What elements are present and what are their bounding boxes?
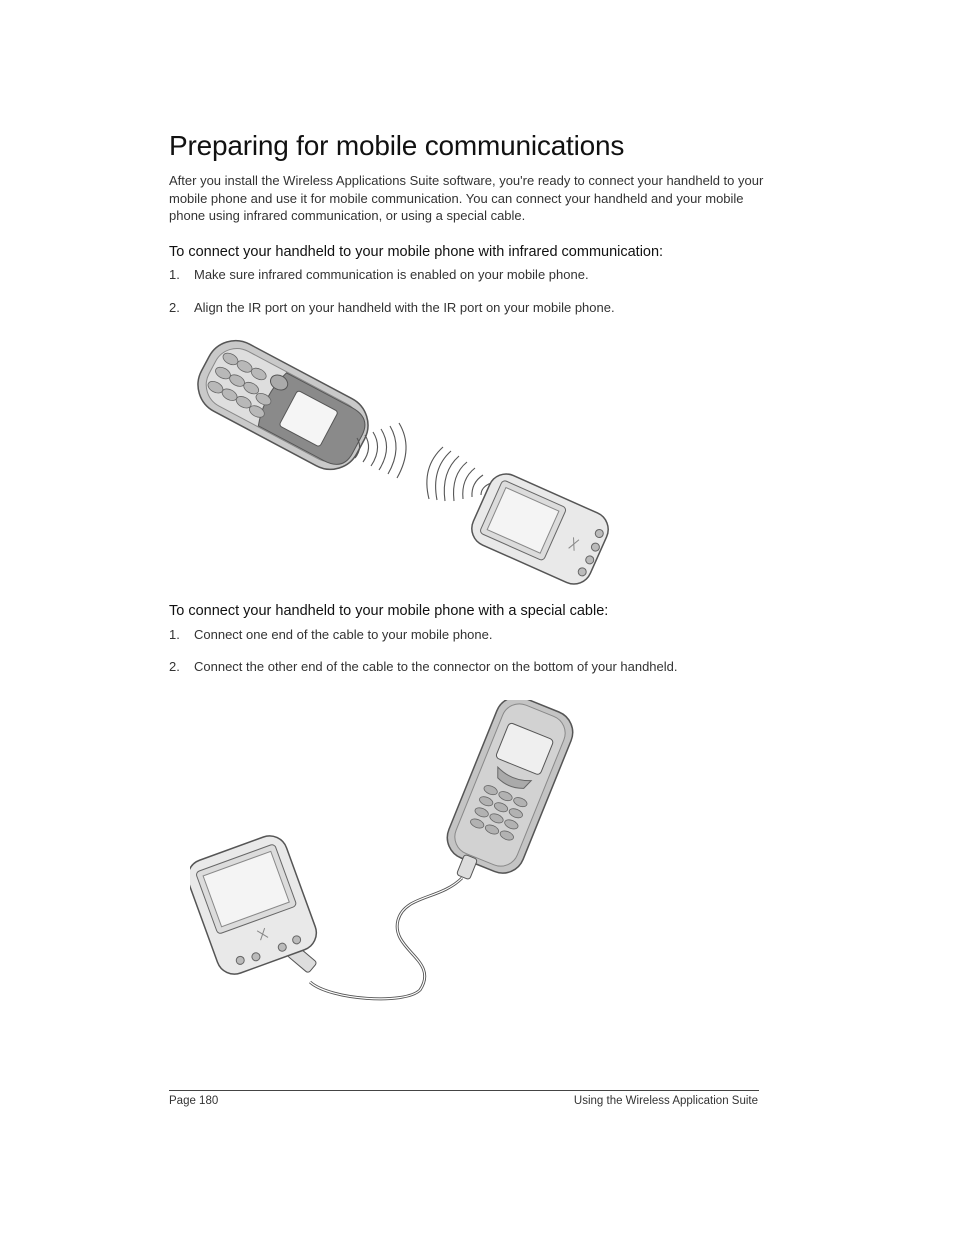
mobile-phone-image — [441, 700, 580, 880]
step-number: 2. — [169, 300, 180, 315]
cable-step-2 — [169, 659, 678, 674]
step-text: Connect the other end of the cable to the connector on the bottom of your handheld. — [194, 659, 678, 674]
infrared-waves — [355, 423, 491, 501]
infrared-step-1 — [169, 267, 589, 282]
step-number: 1. — [169, 627, 180, 642]
cable-step-1 — [169, 627, 493, 642]
step-text: Make sure infrared communication is enabled on your mobile phone. — [194, 267, 589, 282]
intro-paragraph: After you install the Wireless Applications Suite software, you're ready to connect your handheld to your mobile phone and use it for mobile communication. You can connect your handheld and your mobile phone using infrared communication, or using a special cable. — [169, 173, 764, 223]
footer-rule — [169, 1090, 759, 1091]
mobile-phone-image — [187, 335, 378, 480]
infrared-illustration — [185, 335, 615, 585]
step-text: Connect one end of the cable to your mobile phone. — [194, 627, 493, 642]
handheld-image — [466, 468, 614, 585]
infrared-step-2 — [169, 300, 615, 315]
step-text: Align the IR port on your handheld with the IR port on your mobile phone. — [194, 300, 615, 315]
step-number: 1. — [169, 267, 180, 282]
section-title: Using the Wireless Application Suite — [573, 1095, 758, 1107]
cable-illustration — [190, 700, 580, 1005]
cable-heading: To connect your handheld to your mobile phone with a special cable: — [169, 603, 609, 619]
page-number: Page 180 — [169, 1095, 219, 1107]
infrared-heading: To connect your handheld to your mobile phone with infrared communication: — [169, 244, 664, 260]
page-title: Preparing for mobile communications — [169, 130, 625, 161]
step-number: 2. — [169, 659, 180, 674]
